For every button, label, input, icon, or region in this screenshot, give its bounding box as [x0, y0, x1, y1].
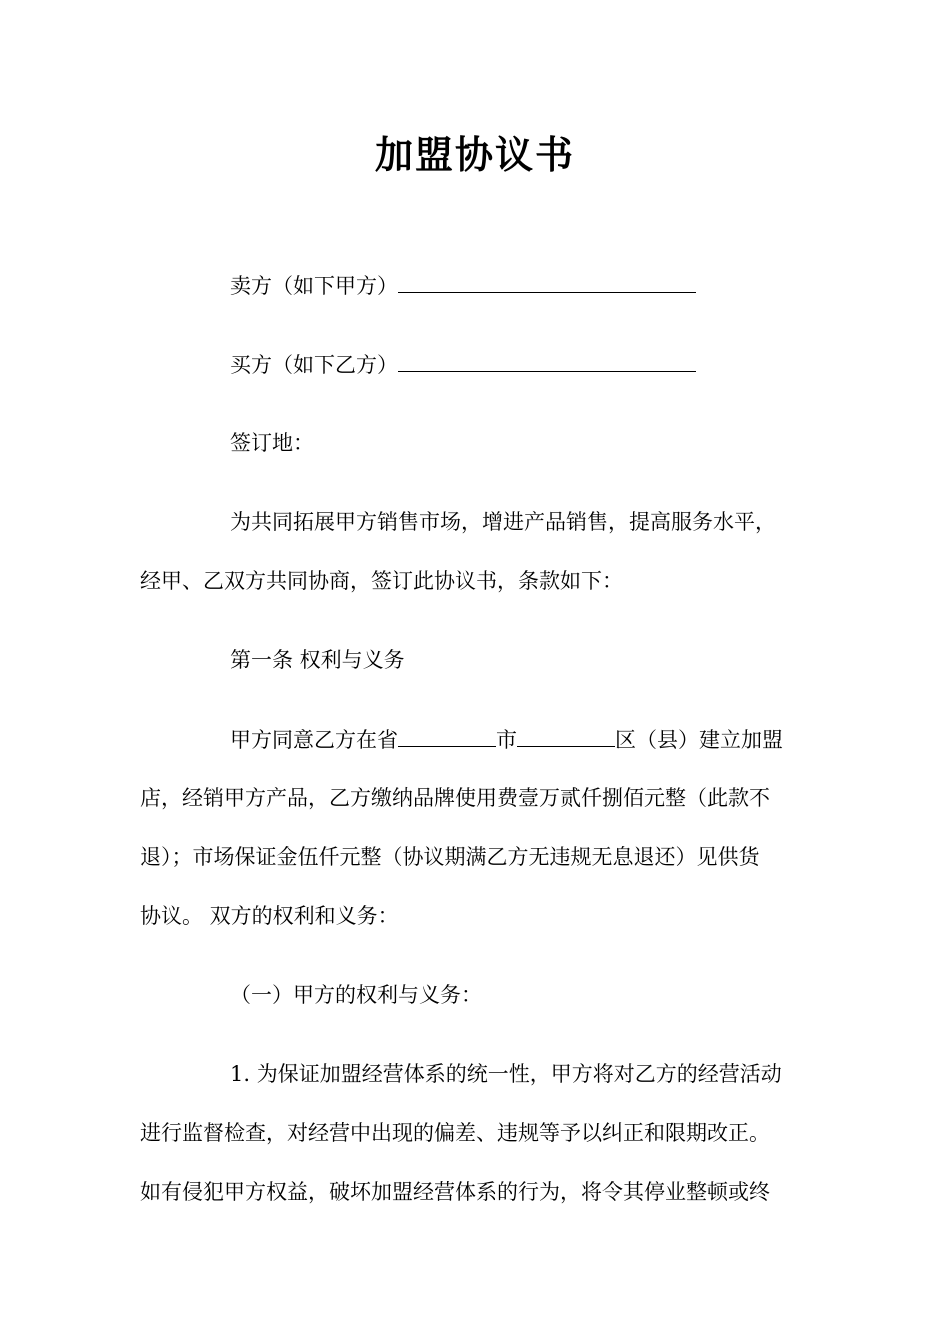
section-a-heading: （一）甲方的权利与义务：	[230, 983, 482, 1007]
article1-line-3: 退）；市场保证金伍仟元整（协议期满乙方无违规无息退还）见供货	[140, 845, 760, 869]
document-title: 加盟协议书	[374, 133, 575, 177]
buyer-blank	[398, 349, 696, 372]
article1-line-4: 协议。 双方的权利和义务：	[140, 904, 399, 928]
signing-place-line	[230, 428, 314, 458]
article1-line-2: 店，经销甲方产品，乙方缴纳品牌使用费壹万贰仟捌佰元整（此款不	[140, 786, 770, 810]
article1-heading: 第一条 权利与义务	[230, 648, 405, 672]
item1-line-1: 1. 为保证加盟经营体系的统一性，甲方将对乙方的经营活动	[230, 1062, 782, 1086]
article1-line-1	[230, 724, 783, 755]
seller-line	[230, 270, 696, 301]
item1-line-2: 进行监督检查，对经营中出现的偏差、违规等予以纠正和限期改正。	[140, 1121, 770, 1145]
signing-place-label: 签订地：	[230, 431, 314, 455]
seller-blank	[398, 270, 696, 293]
article1-part3: 区（县）建立加盟	[615, 728, 783, 752]
buyer-label: 买方（如下乙方）	[230, 353, 398, 377]
item1-line-3: 如有侵犯甲方权益，破坏加盟经营体系的行为，将令其停业整顿或终	[140, 1180, 770, 1204]
city-blank	[517, 724, 615, 747]
intro-line-2: 经甲、乙双方共同协商，签订此协议书，条款如下：	[140, 569, 623, 593]
intro-line-1: 为共同拓展甲方销售市场，增进产品销售，提高服务水平，	[230, 510, 776, 534]
article1-part1: 甲方同意乙方在省	[230, 728, 398, 752]
seller-label: 卖方（如下甲方）	[230, 274, 398, 298]
article1-part2: 市	[496, 728, 517, 752]
province-blank	[398, 724, 496, 747]
buyer-line	[230, 349, 696, 380]
